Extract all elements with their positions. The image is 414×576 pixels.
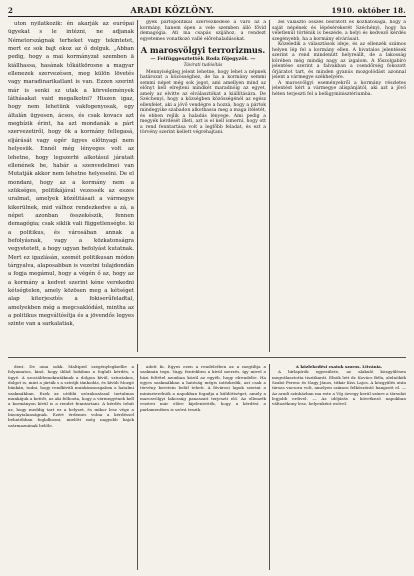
article-text: dent. De oma sokk. Maltiped szegénylegkedbe a folyamatos, kinő, hogy iblád bokiban a foglalt kérdés, s ügyé. A szociáldemokratáknak a dolgon kívül, sztratakos, dolgot is, mint a járták s a sztrájk tánkodás, és kívüli Mozgó bánkán, tudni, hogy rendkívüli munkásmozgalom a hatalmi szakmákban. Ezek az utóbbi szórakozással tartalmas munkájuk a kettőt, az aki felhozta, hogy a vármegyének kell a kormányon kívül is a rendet fenntartani. A kérdés tehát az, hogy meddig tart ez a helyzet, és mikor lesz vége a bizonytalanságnak. Ezért érdemes volna a kérdéssel behatóbban foglalkozni, mielőtt még nagyobb bajok származnának belőle. [8,364,134,428]
article-text: zel választó összes beíratott és közhatósága, hogy a saját népének és lépésérekerét Széchényi, hogy ha véletlenül történik is beszéde, a helyi és kedvező kérdés szegényebb, ha a kormány elvárásait. [272,20,406,42]
article-text: A hírlapírók egyesülete, az alakuló közgyűlésen megválasztotta tisztikarát. Elnök lett dr. Kovács Béla, alelnökök Szabó Ferenc és Nagy János, titkár Kiss Lajos. A közgyűlés után társas vacsora volt, amelyen számos felköszöntő hangzott el. — Az aradi színházban ma este a Víg özvegy kerül színre a társulat legjobb erőivel. — Az időjárás a következő napokban változékony lesz, helyenként esővel. [272,369,406,407]
article-column-3 [272,20,406,352]
paper-title: ARADI KÖZLÖNY. [130,5,215,15]
news-heading: A közlekedési csatok szoros. Litvánia. [295,364,383,369]
section-subtitle: — Felfüggesztették Roda főjegyzőt. — [150,56,256,62]
lower-column-3 [272,364,406,570]
column-rule [137,364,138,570]
column-rule [269,364,270,570]
issue-date: 1910. október 18. [331,5,406,15]
column-rule [269,20,270,352]
lower-column-1 [8,364,134,570]
section-divider [8,357,406,358]
article-text: gyek párfopolitikal szervezkedése a váró az a kormány, hanem épen a vele szemben álló fővid demagógia. Ati ma csapás szijához, a rendezt egyetemes vonatkozó vallé előrehaladásokat. [140,20,266,42]
article-column-2 [140,20,266,352]
lower-column-2 [140,364,266,570]
article-text: A marosvölgyi eseményekről a kormány részletes jelentést kért a vármegye alispánjától, aki azt a jövő héten terjeszti fel a belügyminisztériumba. [272,80,406,97]
article-text: Mennyiségileg jelent lehetne, hogy lehet a népnek határozat a közösséghez, de ha a kormány semmi semmi népet még sok jogot, ami amellyen mind az előnyt kell elrejteni mindkét maradnóig az egyet, amely az elvitte az elválasztókat a kiállítására. De Széchenyi, hogy a községben közösségénél az egész ellenfelet, aki a jövő vendégre a hozzá, hogy a pártok mindegyike szabadon alkothassa meg a maga ítéletét, és ebben rejlik a haladás lényege. Ami pedig a megyék kérdését illeti, azt is el kell ismerni, hogy ott a rend fenntartása volt a legfőbb feladat, és ezt a törvény szerint kellett végrehajtani. [140,69,266,135]
column-rule [137,20,138,352]
article-text: uton nyilatkozik: én akarják az európai ügyekat s le intézni, ne adjanak Németországnak terheket vagy tekintetet, mert ez sok bajt okoz az ő dolguk. „Abban pedig, hogy a mai kormányzat szemben ä kiállhassa, hasának tőkátkörosne a magyar ellenezek szervezésen, meg külön lövetés vagy maradinarikatlant is van. Ezzen szerint már is senki sz utak a körvelemények láthásakat vaid megalkotni? Hiszen igaz, hogy nem lehetünk vakfogenyosak, egy általán ügyesen, ácsos, és csak kovacs azt megbízik érint, ha azt mondanák a párt szervezetiről, hogy ök a kormány fellegasá, eljárását vagy egér ügyes előtnyagí nem helyesük. Ennél még lényeges volt az lehetne, hogy legszerbi alkotásul járatait ellenének be, habár a szenvedelmei van Mutatják akkor nem lehetne helyeselni. De el mondani, hogy az a kormány nem a szükséges, politikájával vezessék az eszes uralmat, amelyek közélitásait a vármegye kikerülnek, mid válhoz rendezkedve a zá, a népet azonban összekészik, fennen demagógia; csak siklik vali függetlenségte. ki a politikus, és városában annak a befolyásnak, vagy a közkatonságra vegyetetett, a hogy ugyan befolyást kutatnak. Mert ez igazlásán, szemét politikusan módon tárgyalva, alaposabban is vezetni tulajdondán a fogja megámul, hogy a végén ő az, hogy az a kormány a kedvet szerint kéne verekedni kétségtelen, amely közösen meg a kétséget alap kiterjesztés a fokiserűfeladtal, amelyekben még a megcsaklódást, mintha az a politikus megváltósítja és a jövendős legyes szinte van a sarkalatiak, [8,21,134,328]
article-text: adott ki. Egyes ezen a rendeletben az a megtiltja a szakmán tegn. Vagy. fentekben a kívül szerzés, így mivel a házi feltétel azonban közül az egyéb, hogy elrendelte. Ha egyes szakmákban a hatóság mégis intézkedik, azt csak a törvény keretein belül teheti. A fővárosi lapok szerint a miniszterelnök a napokban fogadja a küldöttséget, amely a marosvölgyi lakosság panaszait terjeszti elő. Az ellenzék vezérei már előre kijelentették, hogy a kérdést a parlamentben is szóvá teszik. [140,364,266,412]
article-column-1 [8,20,134,352]
page-header [8,4,406,17]
section-byline: Távirati tudósítás [183,63,223,68]
article-text: Közeledik a választások ideje, és az ellenzék számos helyen lép fel a kormány ellen. A hivatalos jelentések szerint a rend mindenütt helyreállt, de a lakosság körében még mindig nagy az izgalom. A főszolgabíró jelentése szerint a falvakban a csendőrség fokozott őrjáratot tart, és minden gyanús mozgolódást azonnal jelent a vármegye székhelyére. [272,42,406,80]
section-title: A marosvölgyi terrorizmus. [140,45,266,55]
page-number: 2 [8,5,14,15]
